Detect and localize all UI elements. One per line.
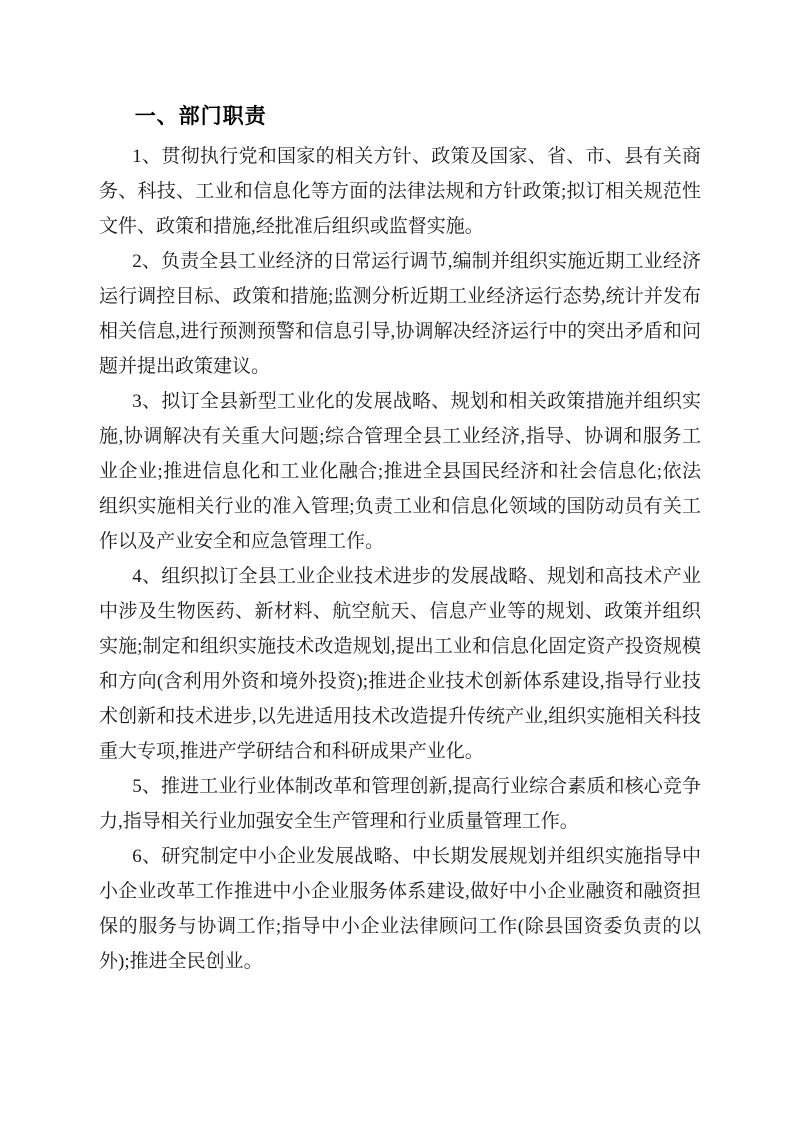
paragraph-duty-2: 2、负责全县工业经济的日常运行调节,编制并组织实施近期工业经济运行调控目标、政策和措施;监测分析近期工业经济运行态势,统计并发布相关信息,进行预测预警和信息引导,协调解决经济运行中的突出矛盾和问题并提出政策建议。: [99, 251, 701, 377]
paragraph-duty-1: 1、贯彻执行党和国家的相关方针、政策及国家、省、市、县有关商务、科技、工业和信息化等方面的法律法规和方针政策;拟订相关规范性文件、政策和措施,经批准后组织或监督实施。: [99, 146, 701, 237]
paragraph-duty-5: 5、推进工业行业体制改革和管理创新,提高行业综合素质和核心竞争力,指导相关行业加强安全生产管理和行业质量管理工作。: [99, 776, 701, 832]
paragraph-duty-6: 6、研究制定中小企业发展战略、中长期发展规划并组织实施指导中小企业改革工作推进中小企业服务体系建设,做好中小企业融资和融资担保的服务与协调工作;指导中小企业法律顾问工作(除县国资委负责的以外);推进全民创业。: [99, 846, 701, 972]
paragraph-duty-3: 3、拟订全县新型工业化的发展战略、规划和相关政策措施并组织实施,协调解决有关重大问题;综合管理全县工业经济,指导、协调和服务工业企业;推进信息化和工业化融合;推进全县国民经济和社会信息化;依法组织实施相关行业的准入管理;负责工业和信息化领域的国防动员有关工作以及产业安全和应急管理工作。: [99, 391, 701, 552]
section-heading: 一、部门职责: [134, 105, 267, 128]
paragraph-duty-4: 4、组织拟订全县工业企业技术进步的发展战略、规划和高技术产业中涉及生物医药、新材料、航空航天、信息产业等的规划、政策并组织实施;制定和组织实施技术改造规划,提出工业和信息化固定资产投资规模和方向(含利用外资和境外投资);推进企业技术创新体系建设,指导行业技术创新和技术进步,以先进适用技术改造提升传统产业,组织实施相关科技重大专项,推进产学研结合和科研成果产业化。: [99, 566, 701, 762]
